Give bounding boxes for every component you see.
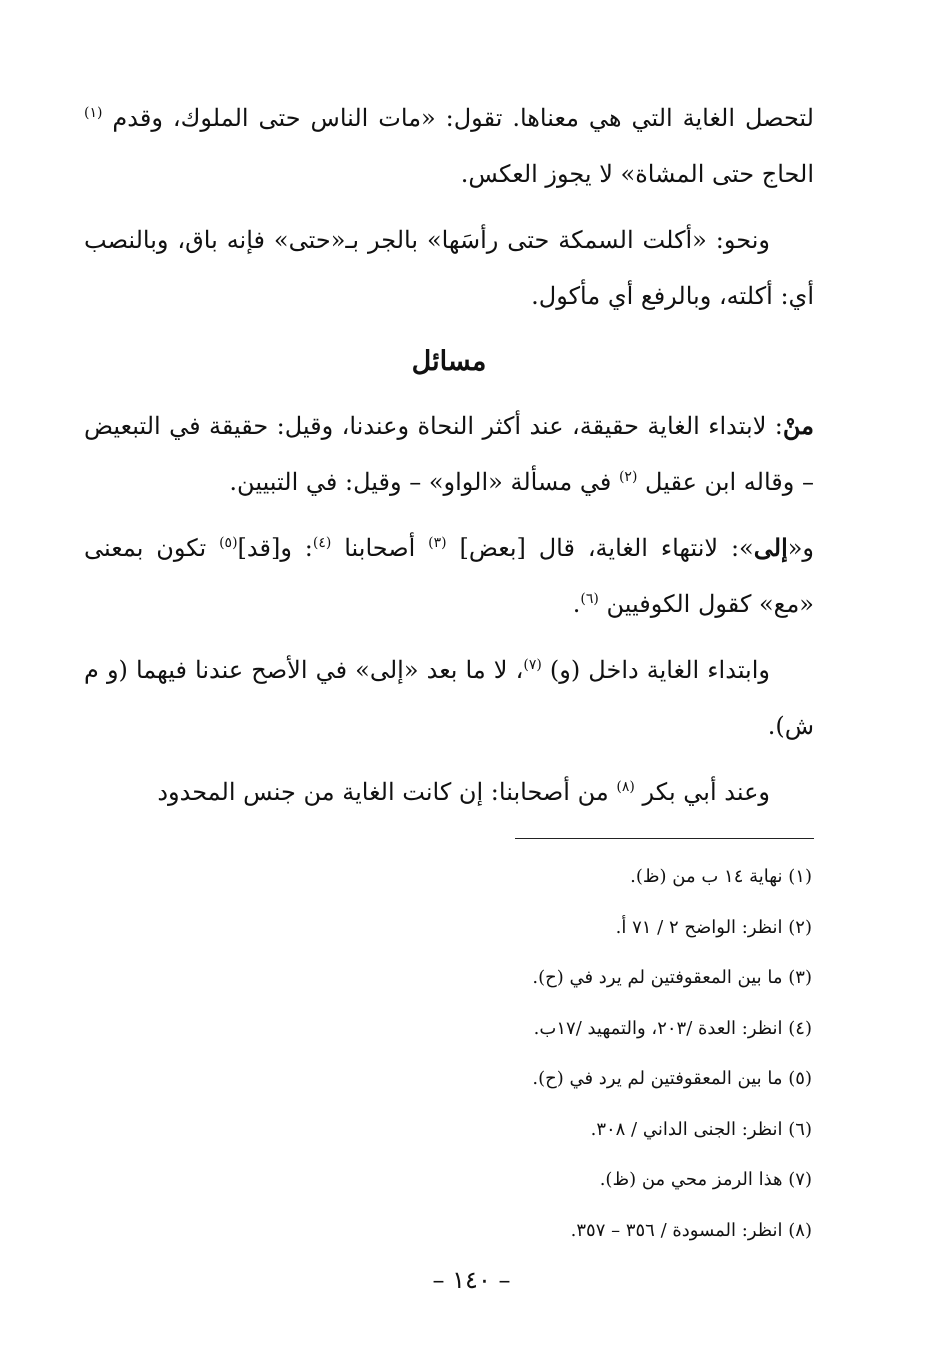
paragraph-4: و«إلى»: لانتهاء الغاية، قال [بعض] $^{(٣)}$ أصحابنا $^{(٤)}$: و[قد]$^{(٥)}$ تكون بمعنى «مع» كقول الكوفيين $^{(٦)}$.: [84, 533, 815, 618]
paragraph-5: وابتداء الغاية داخل (و) $^{(٧)}$، لا ما بعد «إلى» في الأصح عندنا فيهما (و م ش).: [84, 656, 814, 740]
footnote-6: (٦) انظر: الجنى الداني / ٣٠٨.: [590, 1118, 812, 1140]
paragraph-3: منْ: لابتداء الغاية حقيقة، عند أكثر النحاة وعندنا، وقيل: حقيقة في التبعيض – وقاله ابن عقيل $^{(٢)}$ في مسألة «الواو» – وقيل: في التبيين.: [84, 411, 814, 496]
footnotes-list: [300, 852, 812, 1256]
footnote-1: (١) نهاية ١٤ ب من (ظ).: [630, 866, 812, 887]
footnote-7: (٧) هذا الرمز محي من (ظ).: [599, 1169, 812, 1190]
footnote-5: (٥) ما بين المعقوفتين لم يرد في (ح).: [532, 1068, 812, 1089]
paragraph-6: وعند أبي بكر $^{(٨)}$ من أصحابنا: إن كانت الغاية من جنس المحدود: [157, 778, 770, 806]
footnote-3: (٣) ما بين المعقوفتين لم يرد في (ح).: [532, 967, 812, 988]
footnote-2: (٢) انظر: الواضح ٢ / ٧١ أ.: [615, 916, 812, 938]
paragraph-1: لتحصل الغاية التي هي معناها. تقول: «مات الناس حتى الملوك، وقدم $^{(١)}$ الحاج حتى المشاة» لا يجوز العكس.: [84, 104, 814, 188]
paragraph-2: ونحو: «أكلت السمكة حتى رأسَها» بالجر بـ«حتى» فإنه باق، وبالنصب أي: أكلته، وبالرفع أي مأكول.: [84, 226, 814, 310]
footnote-4: (٤) انظر: العدة /٢٠٣، والتمهيد /١٧ب.: [533, 1017, 812, 1039]
section-heading: مسائل: [411, 346, 487, 377]
page-number: – ١٤٠ –: [432, 1266, 511, 1294]
footnote-8: (٨) انظر: المسودة / ٣٥٦ – ٣٥٧.: [570, 1219, 812, 1241]
main-text: [84, 90, 814, 830]
footnote-divider: [515, 838, 814, 839]
